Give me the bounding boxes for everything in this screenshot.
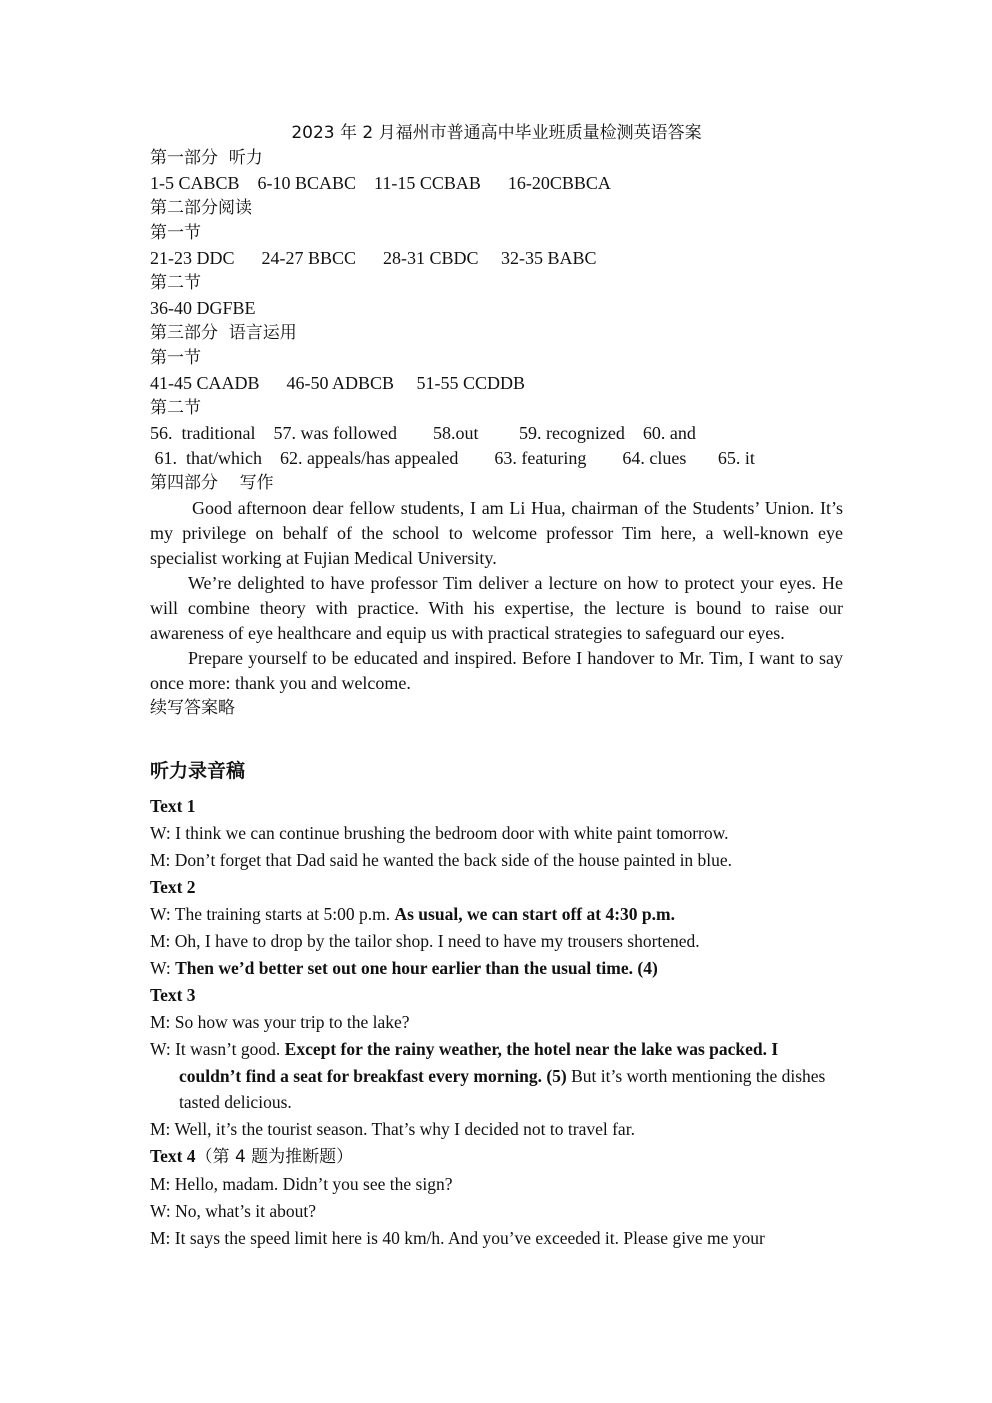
part1-answers: 1-5 CABCB 6-10 BCABC 11-15 CCBAB 16-20CBBCA — [150, 173, 611, 193]
part3-section1-answers: 41-45 CAADB 46-50 ADBCB 51-55 CCDDB — [150, 373, 526, 393]
part2-section1-answers: 21-23 DDC 24-27 BBCC 28-31 CBDC 32-35 BABC — [150, 248, 597, 268]
text1-line-m1: M: Don’t forget that Dad said he wanted the back side of the house painted in blue. — [150, 850, 733, 870]
continuation-note: 续写答案略 — [150, 698, 235, 718]
text2-label: Text 2 — [150, 877, 196, 897]
part3-section2-heading: 第二节 — [150, 398, 201, 418]
essay-paragraph-3: Prepare yourself to be educated and inspired. Before I handover to Mr. Tim, I want to say once more: thank you and welcome. — [150, 648, 843, 693]
text1-label: Text 1 — [150, 796, 196, 816]
transcript-text-2 — [150, 874, 843, 982]
text4-line-m2: M: It says the speed limit here is 40 km/h. And you’ve exceeded it. Please give me your — [150, 1227, 765, 1248]
text1-line-w1: W: I think we can continue brushing the bedroom door with white paint tomorrow. — [150, 823, 729, 843]
fill-answers-row-2: 61. that/which 62. appeals/has appealed 63. featuring 64. clues 65. it — [150, 448, 755, 468]
text3-w1-plain: W: It wasn’t good. — [150, 1039, 285, 1059]
part2-section1-heading: 第一节 — [150, 223, 201, 243]
transcript-heading: 听力录音稿 — [150, 760, 246, 782]
answer-document — [150, 120, 843, 1252]
part3-heading: 第三部分 语言运用 — [150, 323, 297, 343]
text4-label: Text 4 — [150, 1145, 196, 1166]
text2-line-m1: M: Oh, I have to drop by the tailor shop. I need to have my trousers shortened. — [150, 931, 700, 951]
text2-line-w1 — [150, 901, 843, 928]
part2-section2-answers: 36-40 DGFBE — [150, 298, 256, 318]
text3-w1-bold: Except for the rainy weather, the hotel near the lake was packed. I couldn’t find a seat for breakfast every morning. (5) — [179, 1039, 779, 1086]
part2-heading: 第二部分阅读 — [150, 198, 252, 218]
fill-answers-row-1: 56. traditional 57. was followed 58.out 59. recognized 60. and — [150, 423, 696, 443]
part4-heading: 第四部分 写作 — [150, 473, 274, 493]
transcript-text-4 — [150, 1143, 843, 1252]
text2-w1-plain: W: The training starts at 5:00 p.m. — [150, 904, 395, 924]
essay-paragraph-2: We’re delighted to have professor Tim deliver a lecture on how to protect your eyes. He will combine theory with practice. With his expertise, the lecture is bound to raise our awareness of eye healthcare and equip us with practical strategies to safeguard our eyes. — [150, 573, 843, 643]
transcript-text-3 — [150, 982, 843, 1143]
text3-w1-tail: But it’s worth mentioning the dishes tasted delicious. — [179, 1065, 826, 1112]
part1-heading: 第一部分 听力 — [150, 148, 263, 168]
transcript-text-1 — [150, 793, 843, 874]
text3-label: Text 3 — [150, 985, 196, 1005]
text3-line-m2: M: Well, it’s the tourist season. That’s why I decided not to travel far. — [150, 1118, 635, 1139]
essay-paragraph-1: Good afternoon dear fellow students, I am Li Hua, chairman of the Students’ Union. It’s my privilege on behalf of the school to welcome professor Tim here, a well-known eye specialist working at Fujian Medical University. — [150, 498, 843, 568]
document-title: 2023 年 2 月福州市普通高中毕业班质量检测英语答案 — [291, 123, 702, 143]
text4-line-w1: W: No, what’s it about? — [150, 1200, 317, 1221]
text4-note: （第 4 题为推断题） — [195, 1146, 354, 1167]
text3-line-m1: M: So how was your trip to the lake? — [150, 1012, 410, 1032]
text4-line-m1: M: Hello, madam. Didn’t you see the sign? — [150, 1173, 453, 1194]
text2-w2-plain: W: — [150, 958, 176, 978]
text3-line-w1 — [150, 1036, 843, 1116]
text2-w1-bold: As usual, we can start off at 4:30 p.m. — [394, 904, 675, 924]
part3-section1-heading: 第一节 — [150, 348, 201, 368]
text2-line-w2 — [150, 955, 843, 982]
part2-section2-heading: 第二节 — [150, 273, 201, 293]
text2-w2-bold: Then we’d better set out one hour earlier than the usual time. (4) — [175, 958, 658, 978]
